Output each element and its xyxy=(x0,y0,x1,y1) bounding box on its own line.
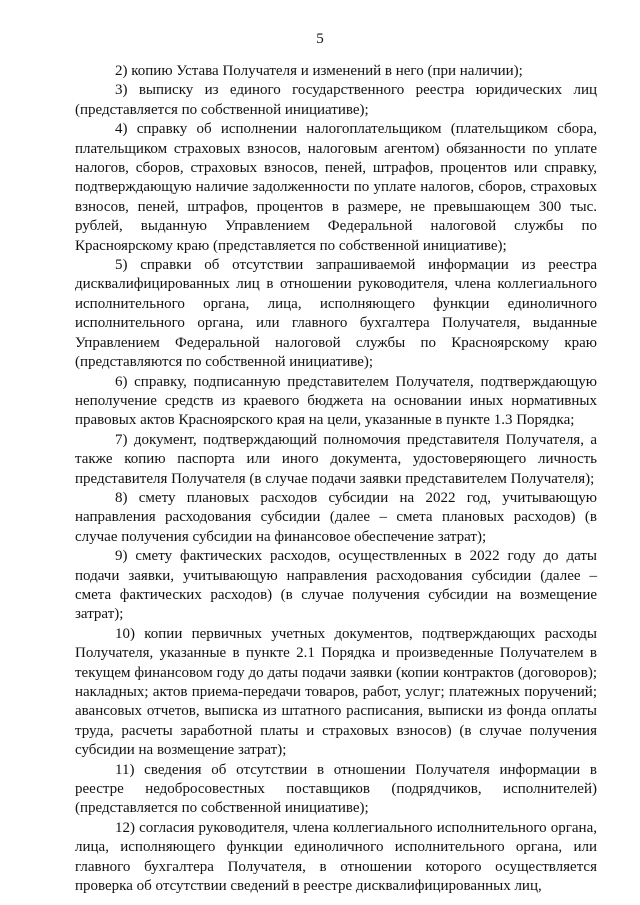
paragraph-item-7: 7) документ, подтверждающий полномочия представителя Получателя, а также копию паспорта или иного документа, удостоверяющего личность представителя Получателя (в случае подачи заявки представителем Получателя); xyxy=(75,431,597,487)
document-body xyxy=(75,62,597,896)
page-number: 5 xyxy=(316,31,324,47)
paragraph-item-12: 12) согласия руководителя, члена коллегиального исполнительного органа, лица, исполняющего функции единоличного исполнительного органа, или главного бухгалтера Получателя, в отношении которого осуществляется проверка об отсутствии сведений в реестре дисквалифицированных лиц, xyxy=(75,819,597,895)
paragraph-item-5: 5) справки об отсутствии запрашиваемой информации из реестра дисквалифицированных лиц в отношении руководителя, члена коллегиального исполнительного органа, лица, исполняющего функции единоличного исполнительного органа, или главного бухгалтера Получателя, выданные Управлением Федеральной налоговой службы по Красноярскому краю (представляются по собственной инициативе); xyxy=(75,257,597,371)
paragraph-item-3: 3) выписку из единого государственного реестра юридических лиц (представляется по собственной инициативе); xyxy=(75,82,597,118)
paragraph-item-4: 4) справку об исполнении налогоплательщиком (плательщиком сбора, плательщиком страховых взносов, налоговым агентом) обязанности по уплате налогов, сборов, страховых взносов, пеней, штрафов, процентов или справку, подтверждающую наличие задолженности по уплате налогов, сборов, страховых взносов, пеней, штрафов, процентов в размере, не превышающем 300 тыс. рублей, выданную Управлением Федеральной налоговой службы по Красноярскому краю (представляется по собственной инициативе); xyxy=(75,121,597,254)
paragraph-item-9: 9) смету фактических расходов, осуществленных в 2022 году до даты подачи заявки, учитывающую направления расходования субсидии (далее – смета фактических расходов) (в случае получения субсидии на возмещение затрат); xyxy=(75,548,597,623)
paragraph-item-6: 6) справку, подписанную представителем Получателя, подтверждающую неполучение средств из краевого бюджета на основании иных нормативных правовых актов Красноярского края на цели, указанные в пункте 1.3 Порядка; xyxy=(75,373,597,429)
paragraph-item-11: 11) сведения об отсутствии в отношении Получателя информации в реестре недобросовестных поставщиков (подрядчиков, исполнителей) (представляется по собственной инициативе); xyxy=(75,761,597,817)
paragraph-item-8: 8) смету плановых расходов субсидии на 2022 год, учитывающую направления расходования субсидии (далее – смета плановых расходов) (в случае получения субсидии на финансовое обеспечение затрат); xyxy=(75,489,597,545)
paragraph-item-2: 2) копию Устава Получателя и изменений в него (при наличии); xyxy=(115,63,523,79)
paragraph-item-10: 10) копии первичных учетных документов, подтверждающих расходы Получателя, указанные в пункте 2.1 Порядка и произведенные Получателем в текущем финансовом году до даты подачи заявки (копии контрактов (договоров); накладных; актов приема-передачи товаров, работ, услуг; платежных поручений; авансовых отчетов, выписка из штатного расписания, выписки из фонда оплаты труда, расчеты заработной платы и страховых взносов) (в случае получения субсидии на возмещение затрат); xyxy=(75,625,597,759)
